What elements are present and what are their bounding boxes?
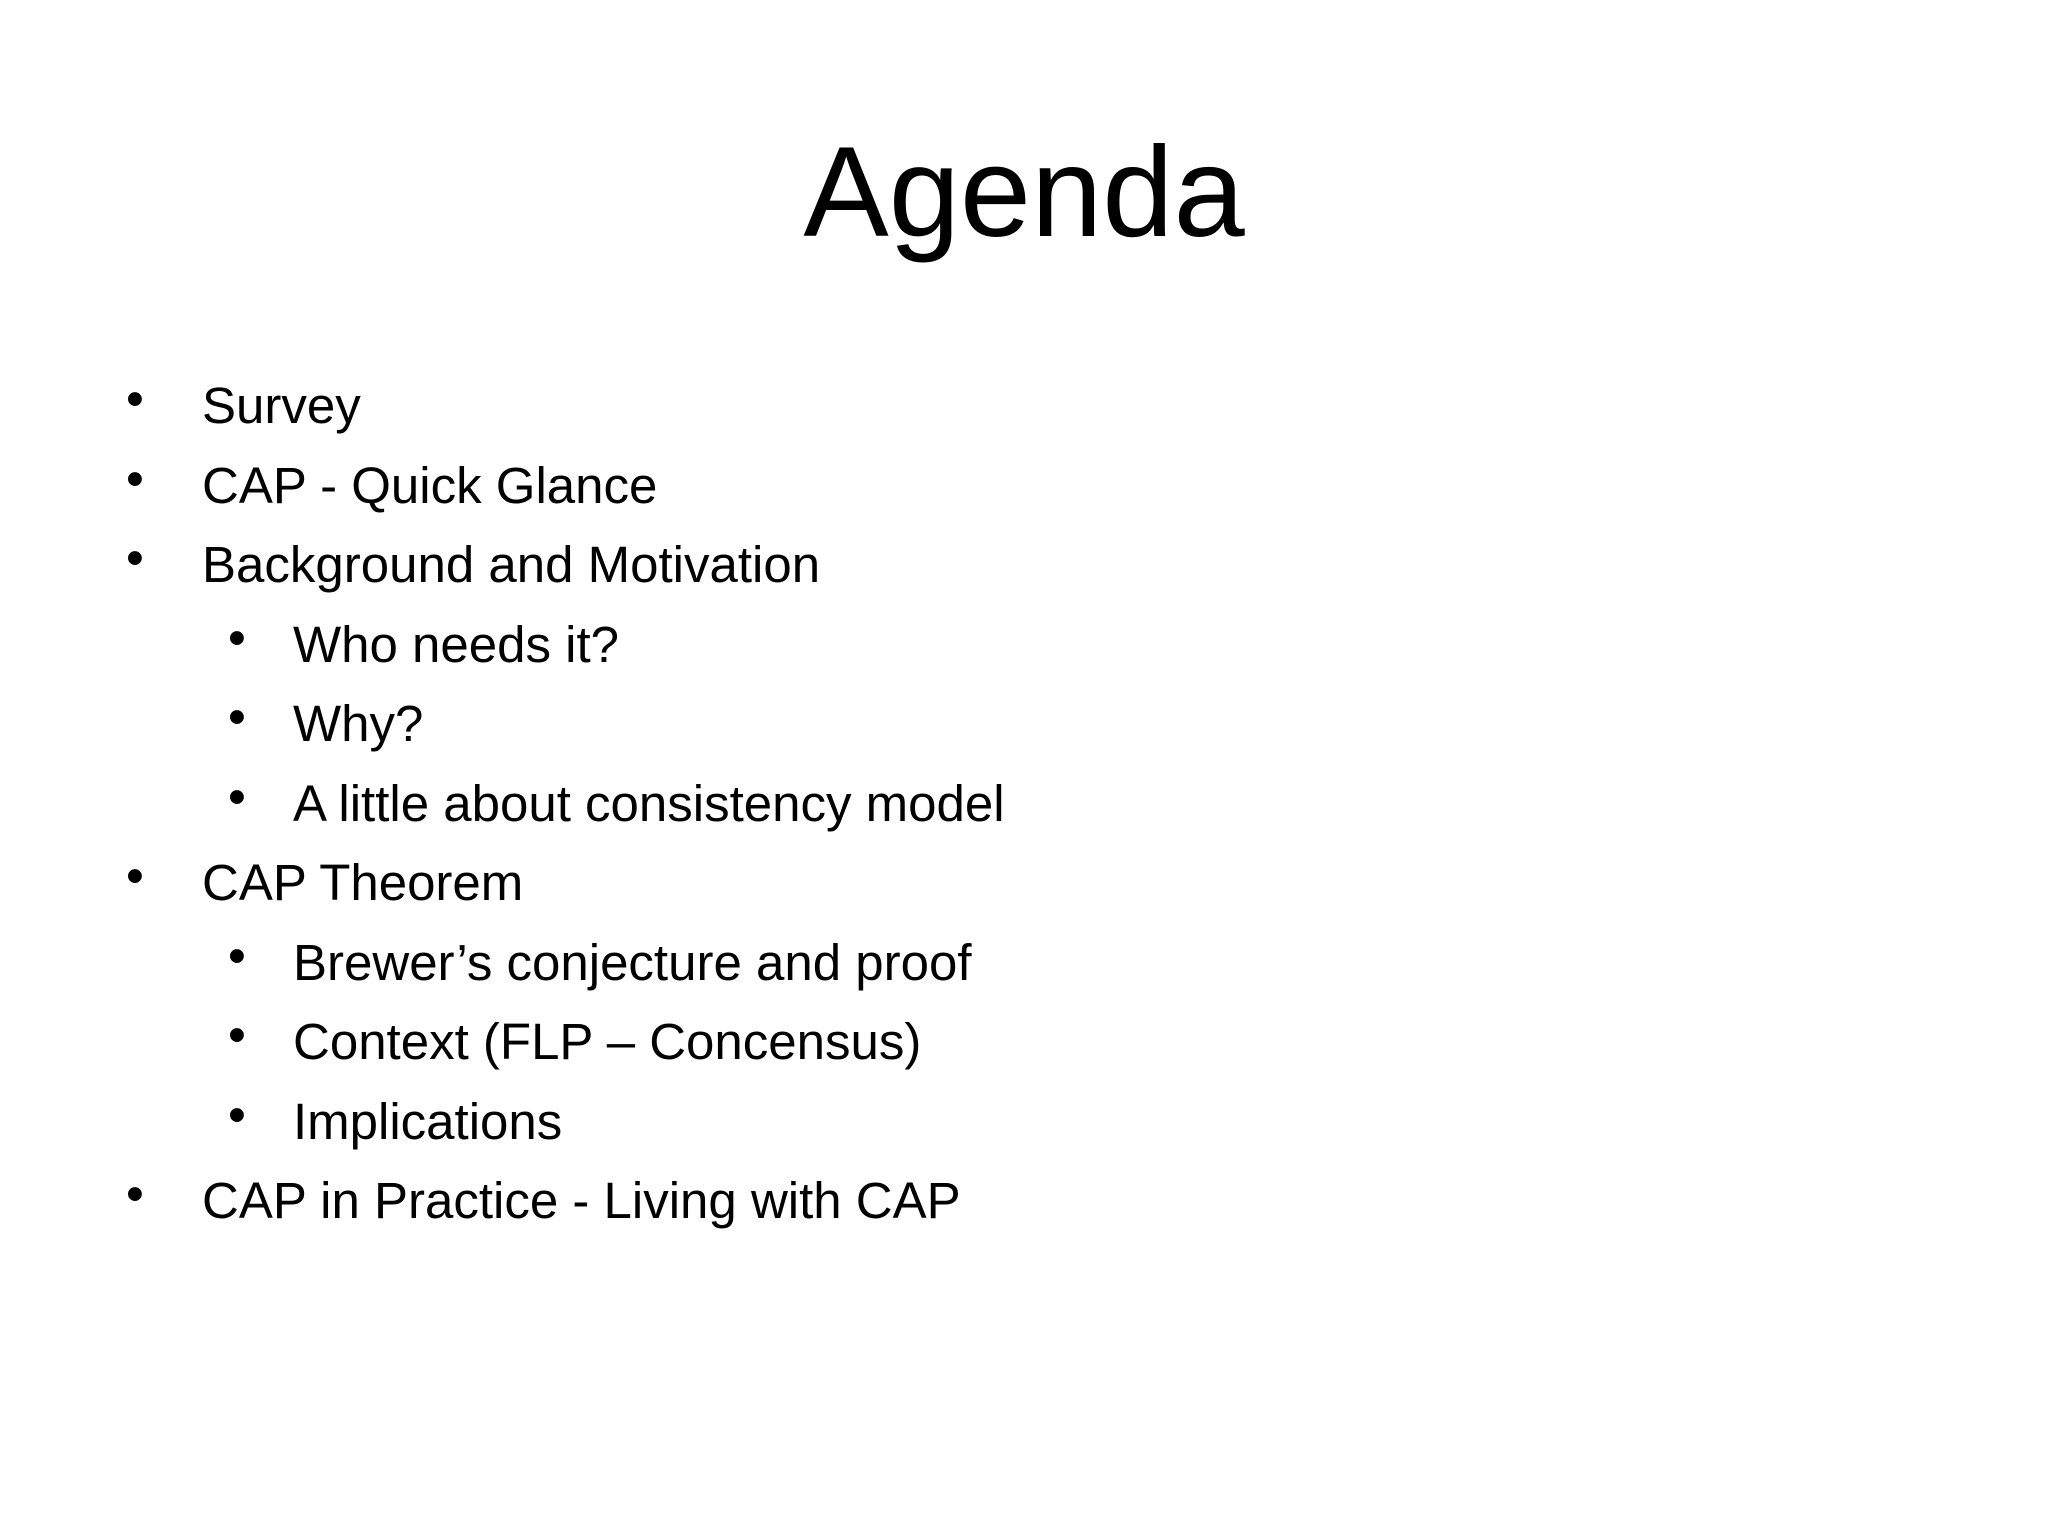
bullet-icon: • [126, 1165, 144, 1222]
bullet-icon: • [126, 449, 144, 507]
agenda-item-text: Background and Motivation [202, 536, 821, 593]
agenda-subitem-text: A little about consistency model [293, 774, 1005, 832]
bullet-icon: • [228, 1006, 246, 1063]
bullet-icon: • [126, 529, 144, 586]
agenda-subitem-text: Why? [293, 695, 424, 752]
bullet-icon: • [228, 767, 246, 825]
bullet-icon: • [126, 847, 144, 904]
agenda-item-text: CAP - Quick Glance [202, 456, 658, 514]
agenda-subitem-text: Brewer’s conjecture and proof [293, 933, 972, 991]
agenda-subitem-text: Context (FLP – Concensus) [293, 1013, 922, 1070]
agenda-item-text: Survey [202, 377, 361, 434]
agenda-subitem-text: Implications [293, 1092, 563, 1150]
bullet-icon: • [228, 608, 246, 666]
agenda-subitem-text: Who needs it? [293, 615, 620, 673]
slide-title: Agenda [803, 121, 1245, 264]
bullet-icon: • [228, 688, 246, 745]
bullet-icon: • [228, 1085, 246, 1143]
agenda-item-text: CAP Theorem [202, 854, 524, 911]
agenda-item-text: CAP in Practice - Living with CAP [202, 1172, 961, 1229]
bullet-icon: • [126, 370, 144, 427]
bullet-icon: • [228, 926, 246, 984]
